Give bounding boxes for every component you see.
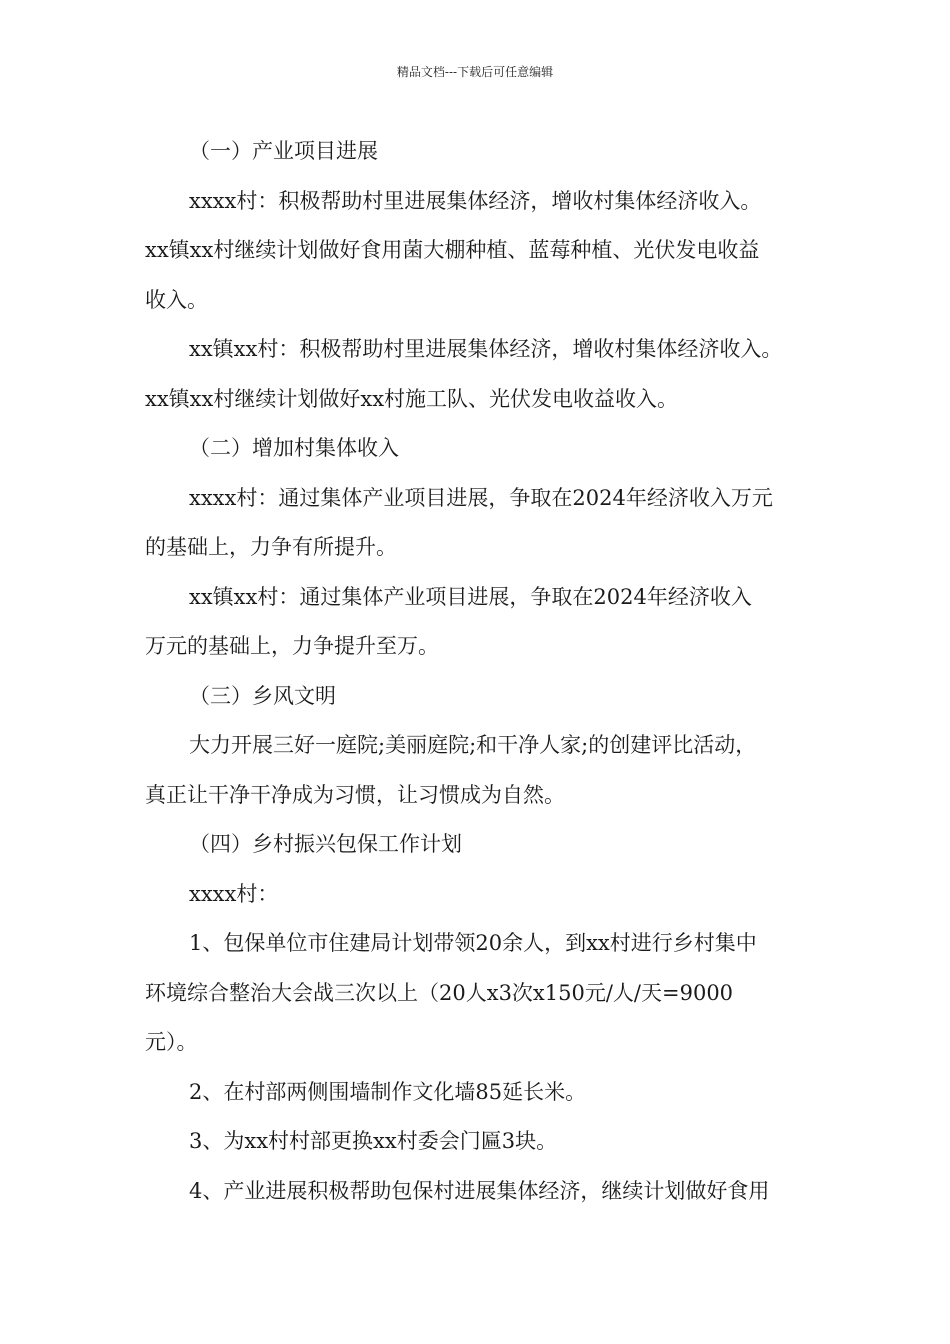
text-line: （三）乡风文明 — [189, 684, 336, 708]
text-line: 4、产业进展积极帮助包保村进展集体经济，继续计划做好食用 — [189, 1179, 770, 1203]
text-line: xxxx村： — [189, 882, 279, 906]
text-line: xx镇xx村：通过集体产业项目进展，争取在2024年经济收入 — [189, 585, 752, 609]
text-line: xxxx村：通过集体产业项目进展，争取在2024年经济收入万元 — [189, 486, 773, 510]
text-line: 元）。 — [145, 1030, 198, 1054]
text-line: 收入。 — [145, 288, 208, 312]
text-line: xx镇xx村：积极帮助村里进展集体经济，增收村集体经济收入。 — [189, 337, 783, 361]
text-line: 2、在村部两侧围墙制作文化墙85延长米。 — [189, 1080, 587, 1104]
text-line: 3、为xx村村部更换xx村委会门匾3块。 — [189, 1129, 558, 1153]
text-line: xx镇xx村继续计划做好xx村施工队、光伏发电收益收入。 — [145, 387, 679, 411]
text-line: 真正让干净干净成为习惯，让习惯成为自然。 — [145, 783, 565, 807]
text-line: （四）乡村振兴包保工作计划 — [189, 832, 462, 856]
text-line: 万元的基础上，力争提升至万。 — [145, 634, 439, 658]
text-line: xx镇xx村继续计划做好食用菌大棚种植、蓝莓种植、光伏发电收益 — [145, 238, 760, 262]
text-line: （一）产业项目进展 — [189, 139, 378, 163]
text-line: （二）增加村集体收入 — [189, 436, 399, 460]
text-line: 环境综合整治大会战三次以上（20人x3次x150元/人/天=9000 — [145, 981, 734, 1005]
page-header: 精品文档---下载后可任意编辑 — [396, 65, 554, 79]
text-line: 大力开展三好一庭院;美丽庭院;和干净人家;的创建评比活动， — [189, 733, 757, 757]
text-line: 的基础上，力争有所提升。 — [145, 535, 397, 559]
text-line: xxxx村：积极帮助村里进展集体经济，增收村集体经济收入。 — [189, 189, 762, 213]
text-line: 1、包保单位市住建局计划带领20余人，到xx村进行乡村集中 — [189, 931, 757, 955]
